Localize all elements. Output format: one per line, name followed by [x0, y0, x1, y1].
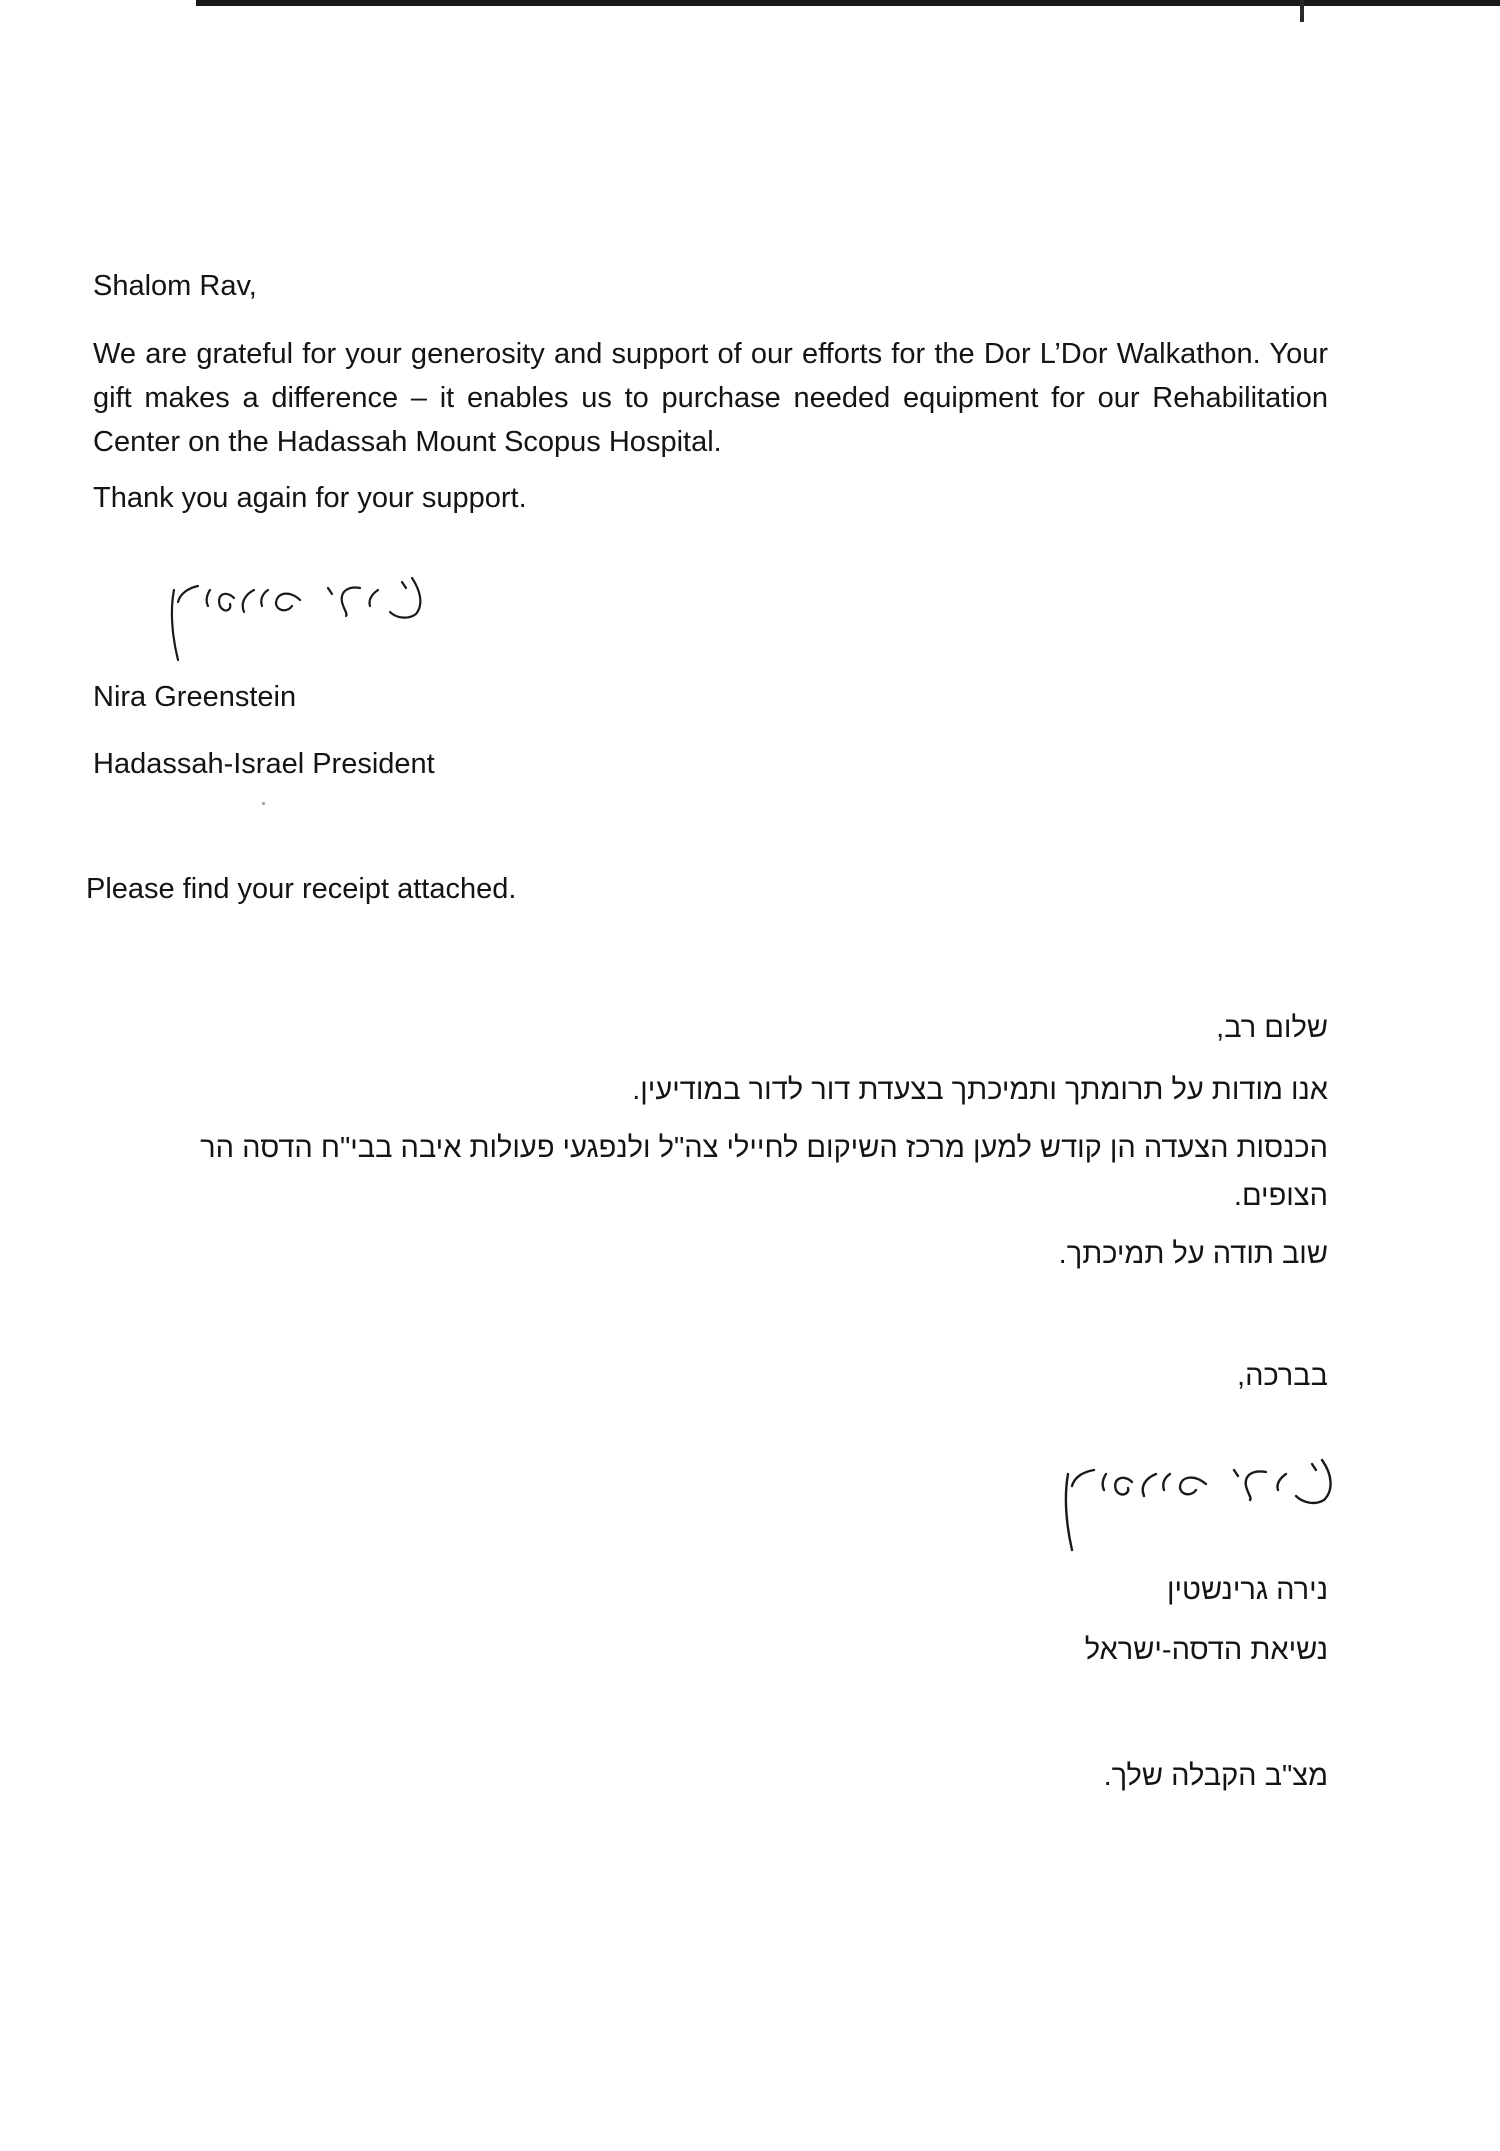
- hebrew-thanks-line: אנו מודות על תרומתך ותמיכתך בצעדת דור לדור במודיעין.: [632, 1074, 1328, 1106]
- scan-speck: [262, 802, 265, 805]
- english-signer-name: Nira Greenstein: [93, 681, 297, 713]
- english-receipt-note: Please find your receipt attached.: [86, 873, 517, 905]
- english-thanks: Thank you again for your support.: [93, 482, 527, 514]
- english-body-paragraph: We are grateful for your generosity and support of our efforts for the Dor L’Dor Walkathon. Your gift makes a difference – it enables us to purchase needed equipment for our Rehabilitation Center on the Hadassah Mount Scopus Hospital.: [93, 338, 1328, 458]
- english-signer-title: Hadassah-Israel President: [93, 748, 435, 780]
- hebrew-receipt-note: מצ"ב הקבלה שלך.: [1103, 1760, 1328, 1792]
- hebrew-closing: בברכה,: [1237, 1360, 1328, 1392]
- hebrew-signer-name: נירה גרינשטין: [1166, 1574, 1328, 1606]
- hebrew-greeting: שלום רב,: [1216, 1012, 1328, 1044]
- scan-top-edge: [196, 0, 1500, 6]
- hebrew-thanks-again: שוב תודה על תמיכתך.: [1058, 1238, 1328, 1270]
- hebrew-signer-title: נשיאת הדסה-ישראל: [1084, 1634, 1328, 1666]
- hebrew-body-paragraph: הכנסות הצעדה הן קודש למען מרכז השיקום לחיילי צה"ל ולנפגעי פעולות איבה בבי"ח הדסה הר הצופים.: [200, 1132, 1328, 1212]
- handwritten-signature-icon: [1040, 1440, 1340, 1560]
- scan-edge-mark: [1300, 0, 1304, 22]
- handwritten-signature-icon: [150, 560, 430, 670]
- english-greeting: Shalom Rav,: [93, 270, 257, 302]
